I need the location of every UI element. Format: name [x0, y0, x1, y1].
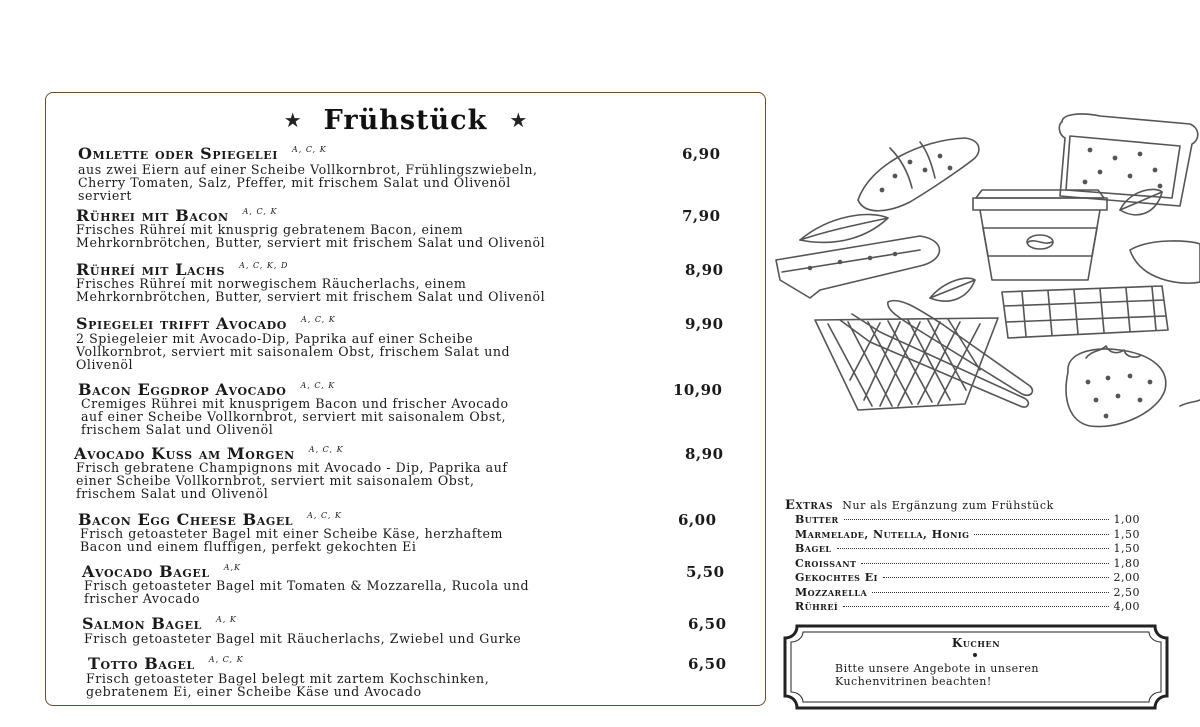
extras-header: [785, 495, 1175, 513]
menu-item-allergens: A, C, K: [208, 655, 244, 664]
menu-item: [46, 444, 765, 501]
dotted-leader: [837, 548, 1109, 549]
menu-item-name: Totto Bagel $^{A, C, K}$: [88, 654, 244, 673]
menu-item-description: Cremiges Rührei mit knusprigem Bacon und frischer Avocado auf einer Scheibe Vollkornbrot, serviert mit saisonalem Obst, frischem Salat und Olivenöl: [81, 396, 509, 437]
menu-item-allergens: A, C, K: [300, 315, 336, 324]
extras-item-name: Gekochtes Ei: [795, 571, 878, 584]
menu-item: [46, 562, 765, 606]
star-icon: ★: [509, 108, 528, 132]
menu-item-name: Bacon Egg Cheese Bagel $^{A, C, K}$: [78, 510, 342, 529]
extras-item-name: Butter: [795, 513, 839, 526]
napkin-icon: [815, 318, 998, 410]
dotted-leader: [861, 563, 1108, 564]
extras-row: [795, 557, 1140, 572]
extras-subtitle: Nur als Ergänzung zum Frühstück: [842, 499, 1054, 512]
menu-item-name: Omlette oder Spiegelei $^{A, C, K}$: [78, 144, 327, 163]
extras-item-name: Rühreí: [795, 600, 839, 613]
extras-item-name: Mozzarella: [795, 585, 868, 599]
menu-item-description: Frisch gebratene Champignons mit Avocado - Dip, Paprika auf einer Scheibe Vollkornbrot, serviert mit saisonalem Obst, frischem Salat und Olivenöl: [76, 460, 508, 501]
menu-item: [46, 614, 765, 646]
star-icon: ★: [283, 108, 302, 132]
menu-item: [46, 314, 765, 372]
kuchen-text: Bitte unsere Angebote in unseren Kuchenvitrinen beachten!: [835, 662, 1039, 688]
dotted-leader: [872, 592, 1108, 593]
coffee-cup-icon: [973, 190, 1107, 280]
menu-item-price: 6,00: [678, 511, 717, 529]
menu-item-description: Frisch getoasteter Bagel mit Räucherlachs, Zwiebel und Gurke: [84, 631, 522, 646]
menu-item-allergens: A, C, K, D: [239, 261, 289, 270]
menu-item-name: Bacon Eggdrop Avocado $^{A, C, K}$: [78, 380, 336, 399]
croissant-icon: [858, 138, 979, 211]
menu-item-price: 9,90: [685, 315, 724, 333]
menu-item-name: Salmon Bagel $^{A, K}$: [82, 614, 237, 633]
menu-item-price: 10,90: [673, 381, 723, 399]
extras-item-price: 1,00: [1113, 513, 1140, 526]
strawberry-icon: [1066, 346, 1166, 427]
dotted-leader: [844, 519, 1109, 520]
menu-item-description: Frisches Rühreí mit norwegischem Räucherlachs, einem Mehrkornbrötchen, Butter, serviert mit frischem Salat und Olivenöl: [76, 276, 546, 304]
menu-title: Frühstück: [323, 104, 488, 136]
menu-item-allergens: A, C, K: [300, 381, 336, 390]
extras-row: [795, 542, 1140, 557]
toast-icon: [1059, 114, 1197, 206]
menu-item-price: 6,90: [682, 145, 721, 163]
extras-row: [795, 513, 1140, 528]
extras-row: [795, 528, 1140, 543]
breakfast-menu-card: [45, 92, 766, 706]
extras-row: [795, 600, 1140, 615]
menu-item-name: Rühreí mit Lachs $^{A, C, K, D}$: [76, 260, 289, 279]
extras-section: [785, 495, 1175, 613]
menu-item-description: aus zwei Eiern auf einer Scheibe Vollkornbrot, Frühlingszwiebeln, Cherry Tomaten, Salz, Pfeffer, mit frischem Salat und Olivenöl serviert: [78, 162, 538, 203]
extras-item-price: 2,00: [1113, 571, 1140, 584]
extras-row: [795, 571, 1140, 586]
menu-item: [46, 206, 765, 250]
waffle-icon: [1002, 286, 1168, 338]
menu-item-name: Avocado Kuss am Morgen $^{A, C, K}$: [74, 444, 344, 463]
menu-item-price: 5,50: [686, 563, 725, 581]
dotted-leader: [883, 577, 1109, 578]
menu-title-row: [46, 101, 765, 139]
extras-item-name: Bagel: [795, 542, 832, 555]
extras-item-price: 1,80: [1113, 556, 1140, 570]
menu-item-description: Frisches Rühreí mit knusprig gebratenem Bacon, einem Mehrkornbrötchen, Butter, serviert mit frischem Salat und Olivenöl: [76, 222, 546, 250]
menu-item-allergens: A, C, K: [308, 445, 344, 454]
extras-list: [795, 513, 1140, 615]
menu-item: [46, 260, 765, 304]
dotted-leader: [843, 606, 1108, 607]
menu-item-allergens: A, C, K: [307, 511, 342, 520]
menu-item-allergens: A, K: [215, 615, 237, 624]
extras-item-price: 1,50: [1113, 527, 1140, 541]
menu-item-name: Spiegelei trifft Avocado $^{A, C, K}$: [76, 314, 336, 333]
menu-item-allergens: A, C, K: [242, 207, 278, 216]
menu-item-description: Frisch getoasteter Bagel mit Tomaten & Mozzarella, Rucola und frischer Avocado: [84, 578, 530, 606]
kuchen-notice-box: [783, 624, 1169, 710]
menu-item-price: 7,90: [682, 207, 721, 225]
menu-item-description: 2 Spiegeleier mit Avocado-Dip, Paprika auf einer Scheibe Vollkornbrot, serviert mit saisonalem Obst, frischem Salat und Olivenöl: [76, 331, 511, 372]
menu-item-price: 8,90: [685, 261, 724, 279]
extras-item-price: 4,00: [1113, 600, 1140, 613]
menu-item-price: 6,50: [688, 615, 727, 633]
menu-item: [46, 144, 765, 203]
extras-row: [795, 586, 1140, 601]
menu-item: [46, 510, 765, 554]
bread-slice-icon: [776, 236, 940, 298]
extras-item-price: 1,50: [1113, 542, 1140, 555]
menu-item-allergens: A,K: [223, 563, 241, 572]
kuchen-title: Kuchen: [951, 636, 1001, 650]
menu-item-name: Rührei mit Bacon $^{A, C, K}$: [76, 206, 278, 225]
menu-item: [46, 380, 765, 437]
extras-item-name: Croissant: [795, 556, 857, 570]
extras-item-name: Marmelade, Nutella, Honig: [795, 527, 970, 541]
menu-item-price: 6,50: [688, 655, 727, 673]
divider-dot-icon: [973, 653, 977, 657]
extras-title: Extras: [785, 498, 834, 513]
dotted-leader: [974, 534, 1108, 535]
breakfast-illustration: [770, 110, 1200, 440]
menu-item-description: Frisch getoasteter Bagel mit einer Scheibe Käse, herzhaftem Bacon und einem fluffigen, perfekt gekochten Ei: [80, 526, 504, 554]
menu-item-name: Avocado Bagel $^{A,K}$: [82, 562, 241, 581]
extras-item-price: 2,50: [1113, 585, 1140, 599]
menu-item-description: Frisch getoasteter Bagel belegt mit zartem Kochschinken, gebratenem Ei, einer Scheibe Käse und Avocado: [86, 671, 490, 699]
menu-item-allergens: A, C, K: [291, 145, 327, 154]
menu-item: [46, 654, 765, 699]
menu-item-price: 8,90: [685, 445, 724, 463]
